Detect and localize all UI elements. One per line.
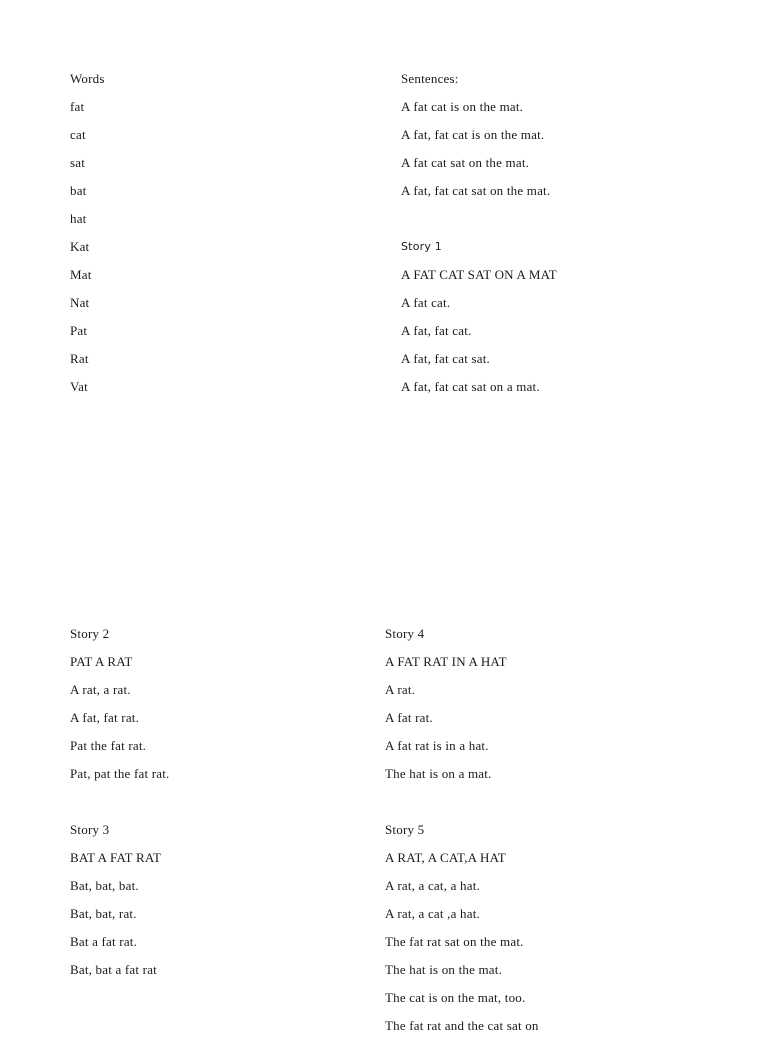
story5-line: A rat, a cat ,a hat. — [385, 906, 480, 921]
sentence-item: A fat, fat cat sat on the mat. — [401, 183, 551, 198]
story2-line: A rat, a rat. — [70, 682, 131, 697]
word-item: sat — [70, 155, 86, 170]
word-item: bat — [70, 183, 87, 198]
spacer — [401, 210, 557, 238]
sentences-column — [401, 70, 557, 406]
story1-line: A fat, fat cat sat. — [401, 351, 490, 366]
story3-label: Story 3 — [70, 822, 110, 837]
word-item: Nat — [70, 295, 90, 310]
word-item: hat — [70, 211, 87, 226]
word-item: Kat — [70, 239, 90, 254]
story5-line: The fat rat and the cat sat on — [385, 1018, 539, 1033]
story3-line: Bat, bat, rat. — [70, 906, 137, 921]
sentences-heading: Sentences: — [401, 71, 459, 86]
story4-block — [385, 625, 539, 1045]
story1-line: A fat, fat cat sat on a mat. — [401, 379, 540, 394]
story2-line: A fat, fat rat. — [70, 710, 140, 725]
story5-line: The cat is on the mat, too. — [385, 990, 526, 1005]
story4-line: A fat rat is in a hat. — [385, 738, 489, 753]
story5-label: Story 5 — [385, 822, 425, 837]
word-item: Mat — [70, 267, 92, 282]
story4-line: The hat is on a mat. — [385, 766, 492, 781]
story2-block — [70, 625, 170, 989]
words-heading: Words — [70, 71, 105, 86]
story2-title: PAT A RAT — [70, 654, 133, 669]
story4-label: Story 4 — [385, 626, 425, 641]
story1-title: A FAT CAT SAT ON A MAT — [401, 267, 557, 282]
story4-line: A rat. — [385, 682, 416, 697]
story3-line: Bat, bat a fat rat — [70, 962, 157, 977]
word-item: Rat — [70, 351, 89, 366]
story3-line: Bat, bat, bat. — [70, 878, 139, 893]
story1-label: Story 1 — [401, 240, 442, 253]
story2-line: Pat the fat rat. — [70, 738, 147, 753]
sentence-item: A fat cat sat on the mat. — [401, 155, 530, 170]
story5-line: The hat is on the mat. — [385, 962, 503, 977]
sentence-item: A fat, fat cat is on the mat. — [401, 127, 545, 142]
story2-line: Pat, pat the fat rat. — [70, 766, 170, 781]
word-item: Vat — [70, 379, 88, 394]
story5-title: A RAT, A CAT,A HAT — [385, 850, 506, 865]
story2-label: Story 2 — [70, 626, 110, 641]
story5-line: A rat, a cat, a hat. — [385, 878, 480, 893]
story1-line: A fat, fat cat. — [401, 323, 472, 338]
sentence-item: A fat cat is on the mat. — [401, 99, 524, 114]
story5-line: The fat rat sat on the mat. — [385, 934, 524, 949]
spacer — [385, 793, 539, 821]
words-column — [70, 70, 105, 406]
word-item: fat — [70, 99, 85, 114]
word-item: cat — [70, 127, 86, 142]
story3-title: BAT A FAT RAT — [70, 850, 162, 865]
story4-title: A FAT RAT IN A HAT — [385, 654, 507, 669]
story1-line: A fat cat. — [401, 295, 451, 310]
spacer — [70, 793, 170, 821]
story3-line: Bat a fat rat. — [70, 934, 138, 949]
word-item: Pat — [70, 323, 88, 338]
story4-line: A fat rat. — [385, 710, 433, 725]
